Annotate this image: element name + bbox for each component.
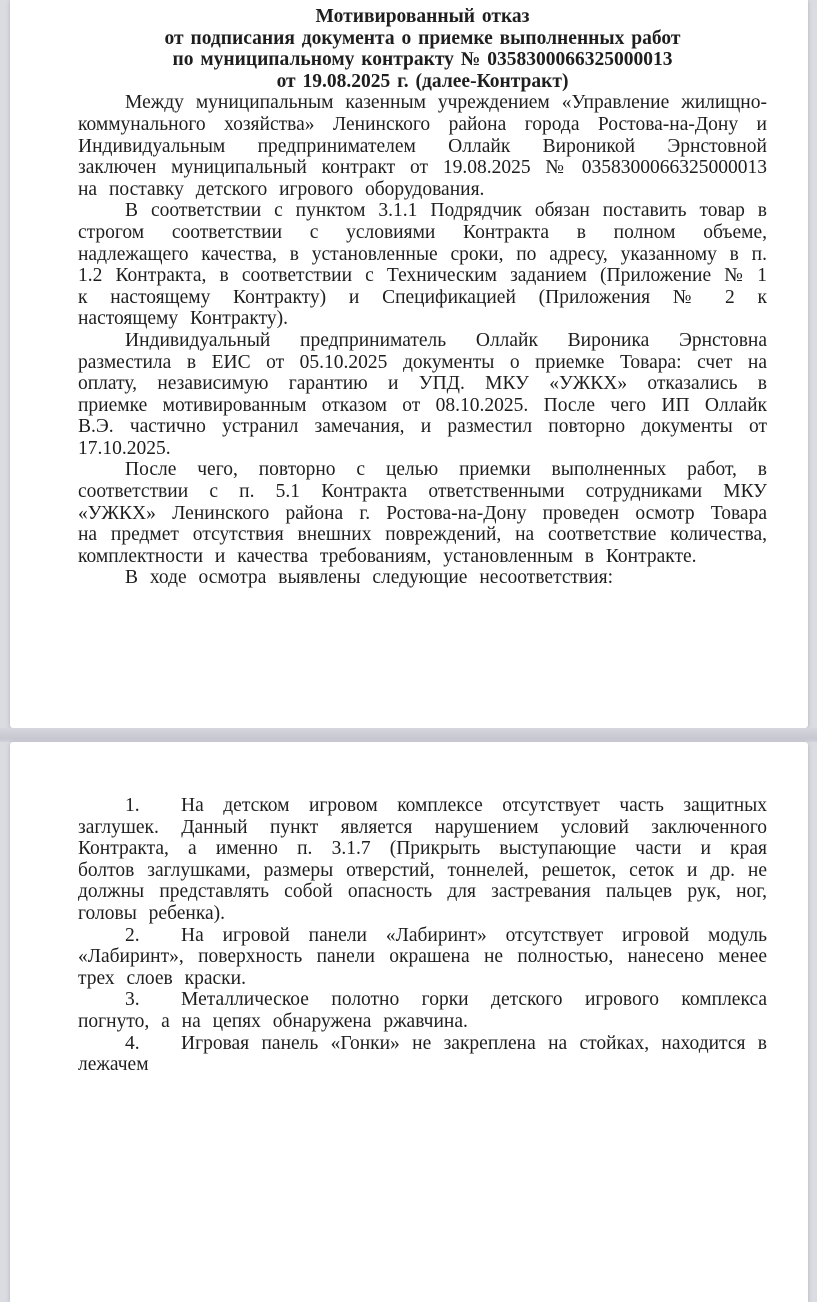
paragraph-parties: Между муниципальным казенным учреждением «Управление жилищно-коммунального хозяйства» Ленинского района города Ростова-на-Дону и Индивидуальным предпринимателем Оллайк Вироникой Эрнстовной заключен муниципальный контракт от 19.08.2025 № 0358300066325000013 на поставку детского игрового оборудования.: [78, 92, 767, 200]
list-item-1-number: 1.: [125, 795, 140, 816]
list-item-4-number: 4.: [125, 1032, 140, 1054]
page-2-content: [10, 742, 808, 1076]
page-2: [10, 742, 808, 1302]
title-line-4: от 19.08.2025 г. (далее-Контракт): [276, 70, 569, 92]
list-item-2: [78, 925, 767, 990]
list-item-4: [78, 1033, 767, 1076]
list-item-2-text: На игровой панели «Лабиринт» отсутствует игровой модуль «Лабиринт», поверхность панели окрашена не полностью, нанесено менее трех слоев краски.: [78, 924, 767, 989]
page-1: [10, 0, 808, 728]
title-line-1: Мотивированный отказ: [315, 6, 530, 27]
list-item-3-text: Металлическое полотно горки детского игрового комплекса погнуто, а на цепях обнаружена ржавчина.: [78, 989, 767, 1032]
list-item-3-number: 3.: [125, 989, 140, 1011]
page-1-content: [10, 0, 808, 589]
paragraph-findings-lead: В ходе осмотра выявлены следующие несоответствия:: [125, 567, 614, 589]
list-item-1: [78, 795, 767, 925]
page-gap: [0, 728, 817, 742]
paragraph-contract-terms: В соответствии с пунктом 3.1.1 Подрядчик обязан поставить товар в строгом соответствии с условиями Контракта в полном объеме, надлежащего качества, в установленные сроки, по адресу, указанному в п. 1.2 Контракта, в соответствии с Техническим заданием (Приложение № 1 к настоящему Контракту) и Спецификацией (Приложения № 2 к настоящему Контракту).: [78, 200, 767, 330]
title-line-2: от подписания документа о приемке выполненных работ: [164, 27, 681, 49]
list-item-2-number: 2.: [125, 924, 140, 946]
list-item-1-text: На детском игровом комплексе отсутствует часть защитных заглушек. Данный пункт является нарушением условий заключенного Контракта, а именно п. 3.1.7 (Прикрыть выступающие части и края болтов заглушками, размеры отверстий, тоннелей, решеток, сеток и др. не должны представлять собой опасность для застревания пальцев рук, ног, головы ребенка).: [78, 795, 767, 924]
paragraph-eis-documents: Индивидуальный предприниматель Оллайк Вироника Эрнстовна разместила в ЕИС от 05.10.2025 документы о приемке Товара: счет на оплату, независимую гарантию и УПД. МКУ «УЖКХ» отказались в приемке мотивированным отказом от 08.10.2025. После чего ИП Оллайк В.Э. частично устранил замечания, и разместил повторно документы от 17.10.2025.: [78, 329, 767, 459]
list-item-4-text: Игровая панель «Гонки» не закреплена на стойках, находится в лежачем: [78, 1032, 767, 1076]
paragraph-inspection: После чего, повторно с целью приемки выполненных работ, в соответствии с п. 5.1 Контракта ответственными сотрудниками МКУ «УЖКХ» Ленинского района г. Ростова-на-Дону проведен осмотр Товара на предмет отсутствия внешних повреждений, на соответствие количества, комплектности и качества требованиям, установленным в Контракте.: [78, 459, 767, 567]
list-item-3: [78, 989, 767, 1032]
document-title: [78, 6, 767, 92]
title-line-3: по муниципальному контракту № 0358300066325000013: [172, 49, 673, 71]
